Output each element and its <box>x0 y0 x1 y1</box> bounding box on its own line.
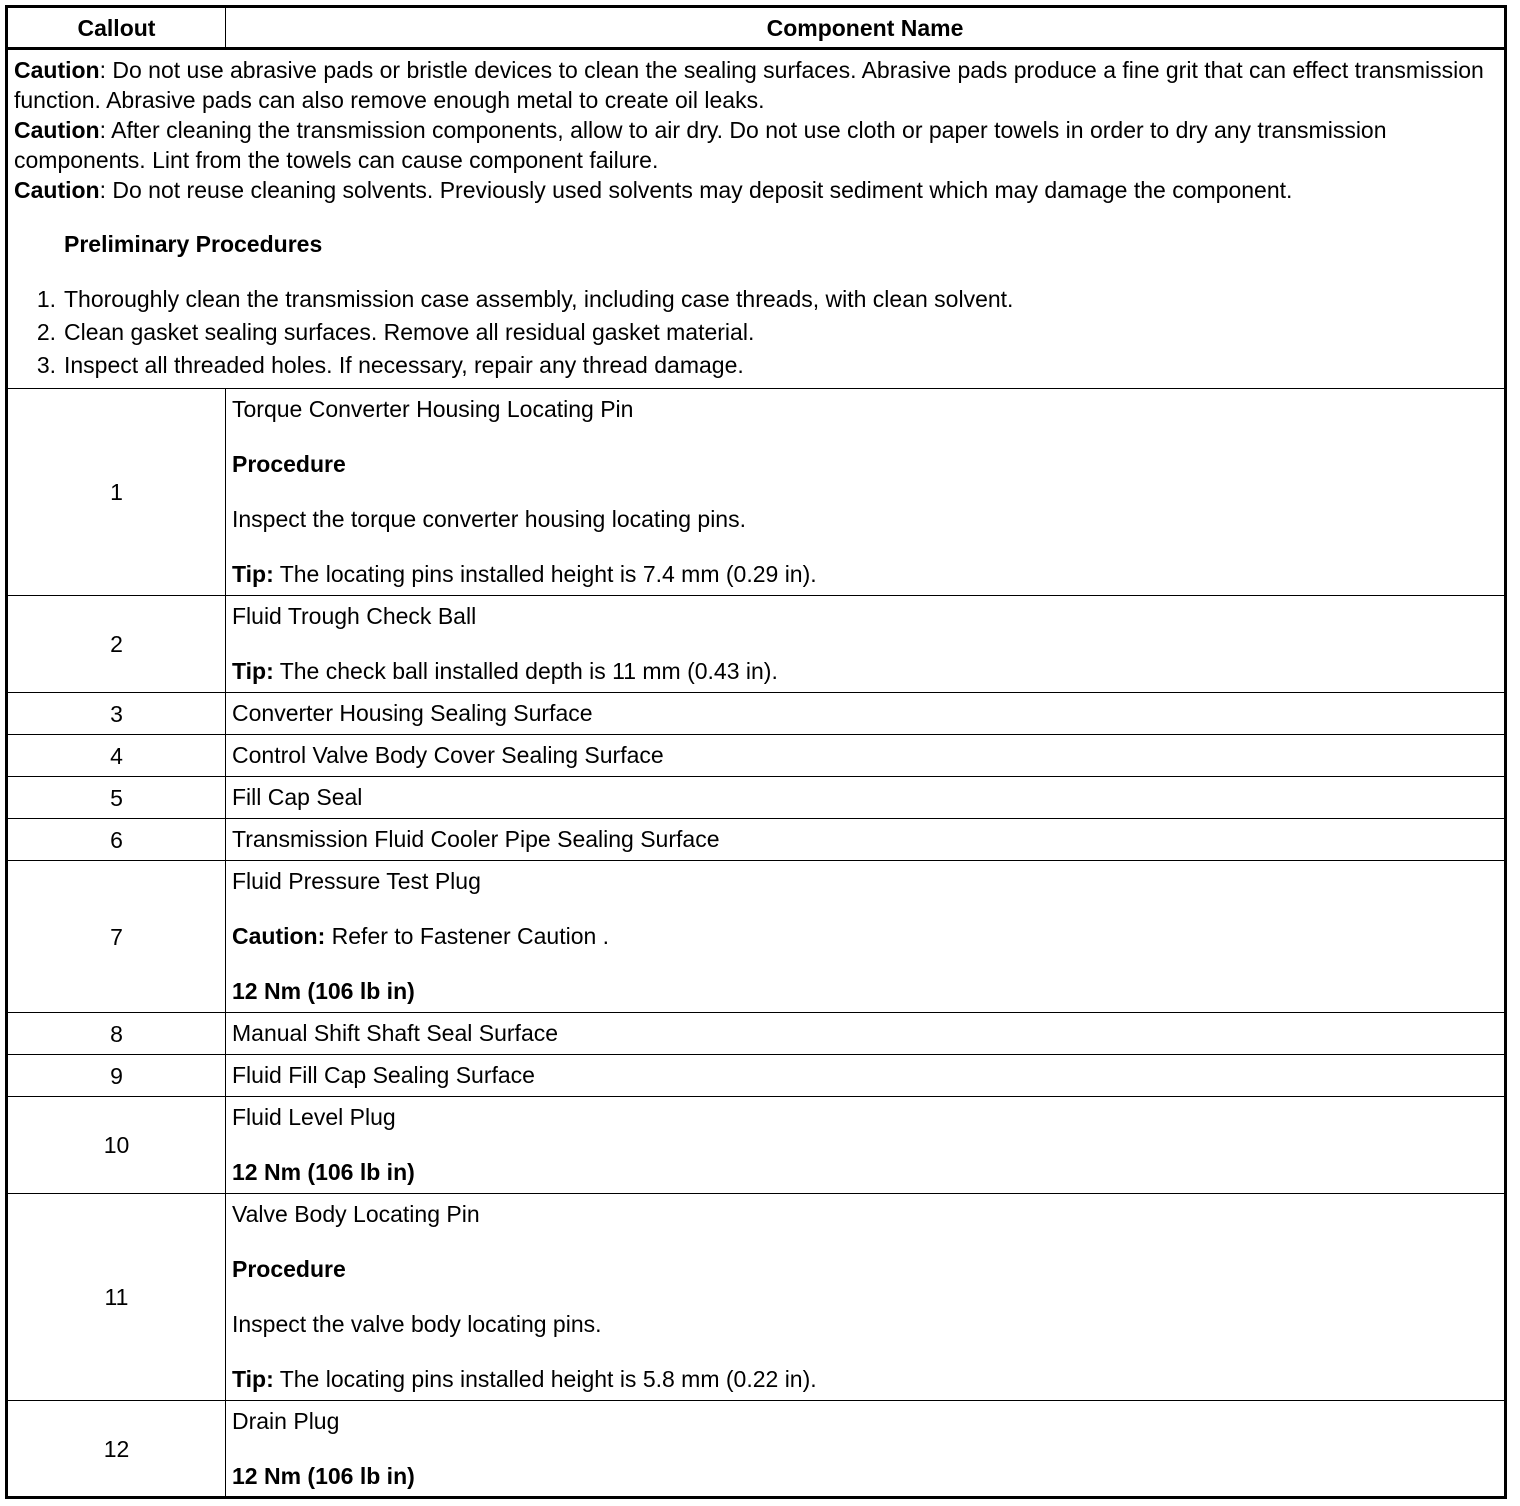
tip-text: The check ball installed depth is 11 mm (0.43 in). <box>273 658 778 684</box>
tip-label: Tip: <box>232 561 274 587</box>
table-row <box>7 777 1506 819</box>
component-name: Fill Cap Seal <box>226 777 1506 819</box>
component-name: Fluid Trough Check Ball <box>232 603 477 629</box>
header-row <box>7 7 1506 49</box>
step-number: 2. <box>36 319 56 345</box>
component-cell <box>226 389 1506 596</box>
tip-note <box>232 656 1498 686</box>
table-row <box>7 693 1506 735</box>
procedure-instruction: Inspect the torque converter housing locating pins. <box>232 506 746 532</box>
component-name: Control Valve Body Cover Sealing Surface <box>226 735 1506 777</box>
preliminary-steps <box>14 283 1498 382</box>
component-name: Fluid Fill Cap Sealing Surface <box>226 1055 1506 1097</box>
component-name: Torque Converter Housing Locating Pin <box>232 396 634 422</box>
table-row <box>7 1401 1506 1498</box>
component-name: Fluid Level Plug <box>232 1104 396 1130</box>
torque-spec: 12 Nm (106 lb in) <box>232 1463 415 1489</box>
caution-label: Caution <box>14 57 100 83</box>
caution-note <box>14 175 1498 205</box>
preamble-row <box>7 49 1506 389</box>
component-cell <box>226 1401 1506 1498</box>
step-number: 1. <box>36 286 56 312</box>
caution-text: : After cleaning the transmission components, allow to air dry. Do not use cloth or paper towels in order to dry any transmission components. Lint from the towels can cause component failure. <box>14 117 1387 173</box>
callout-number: 8 <box>7 1013 226 1055</box>
callout-number: 10 <box>7 1097 226 1194</box>
component-name: Drain Plug <box>232 1408 340 1434</box>
component-table <box>5 5 1507 1499</box>
preliminary-title: Preliminary Procedures <box>64 231 323 257</box>
tip-label: Tip: <box>232 1366 274 1392</box>
callout-number: 3 <box>7 693 226 735</box>
torque-spec: 12 Nm (106 lb in) <box>232 1159 415 1185</box>
table-row <box>7 819 1506 861</box>
tip-text: The locating pins installed height is 5.8 mm (0.22 in). <box>273 1366 817 1392</box>
callout-number: 2 <box>7 596 226 693</box>
table-row <box>7 1194 1506 1401</box>
callout-number: 11 <box>7 1194 226 1401</box>
caution-text: : Do not use abrasive pads or bristle devices to clean the sealing surfaces. Abrasive pads produce a fine grit that can effect transmission function. Abrasive pads can also remove enough metal to create oil leaks. <box>14 57 1484 113</box>
step-text: Thoroughly clean the transmission case assembly, including case threads, with clean solvent. <box>64 286 1014 312</box>
component-cell <box>226 1194 1506 1401</box>
table-row <box>7 735 1506 777</box>
step-number: 3. <box>36 352 56 378</box>
table-row <box>7 389 1506 596</box>
tip-label: Tip: <box>232 658 274 684</box>
callout-number: 9 <box>7 1055 226 1097</box>
callout-number: 7 <box>7 861 226 1013</box>
torque-spec: 12 Nm (106 lb in) <box>232 978 415 1004</box>
table-row <box>7 1055 1506 1097</box>
caution-note <box>14 115 1498 175</box>
callout-number: 12 <box>7 1401 226 1498</box>
component-name: Valve Body Locating Pin <box>232 1201 480 1227</box>
component-name: Transmission Fluid Cooler Pipe Sealing Surface <box>226 819 1506 861</box>
callout-number: 5 <box>7 777 226 819</box>
callout-number: 1 <box>7 389 226 596</box>
caution-label: Caution: <box>232 923 326 949</box>
caution-label: Caution <box>14 177 100 203</box>
header-callout: Callout <box>7 7 226 49</box>
caution-text: Refer to Fastener Caution . <box>325 923 610 949</box>
component-cell <box>226 861 1506 1013</box>
procedure-heading: Procedure <box>232 1256 346 1282</box>
tip-text: The locating pins installed height is 7.4 mm (0.29 in). <box>273 561 817 587</box>
callout-number: 6 <box>7 819 226 861</box>
table-row <box>7 861 1506 1013</box>
step-item <box>14 316 1498 349</box>
callout-number: 4 <box>7 735 226 777</box>
component-name: Converter Housing Sealing Surface <box>226 693 1506 735</box>
preamble-cell <box>7 49 1506 389</box>
component-cell <box>226 1097 1506 1194</box>
procedure-instruction: Inspect the valve body locating pins. <box>232 1311 602 1337</box>
procedure-heading: Procedure <box>232 451 346 477</box>
component-name: Manual Shift Shaft Seal Surface <box>226 1013 1506 1055</box>
caution-note <box>14 55 1498 115</box>
step-item <box>14 349 1498 382</box>
step-text: Inspect all threaded holes. If necessary, repair any thread damage. <box>64 352 744 378</box>
step-text: Clean gasket sealing surfaces. Remove all residual gasket material. <box>64 319 755 345</box>
tip-note <box>232 559 1498 589</box>
header-component-name: Component Name <box>226 7 1506 49</box>
tip-note <box>232 1364 1498 1394</box>
table-row <box>7 1013 1506 1055</box>
component-name: Fluid Pressure Test Plug <box>232 868 481 894</box>
caution-label: Caution <box>14 117 100 143</box>
step-item <box>14 283 1498 316</box>
caution-text: : Do not reuse cleaning solvents. Previously used solvents may deposit sediment which may damage the component. <box>99 177 1293 203</box>
component-cell <box>226 596 1506 693</box>
caution-note <box>232 921 1498 951</box>
table-row <box>7 596 1506 693</box>
table-row <box>7 1097 1506 1194</box>
